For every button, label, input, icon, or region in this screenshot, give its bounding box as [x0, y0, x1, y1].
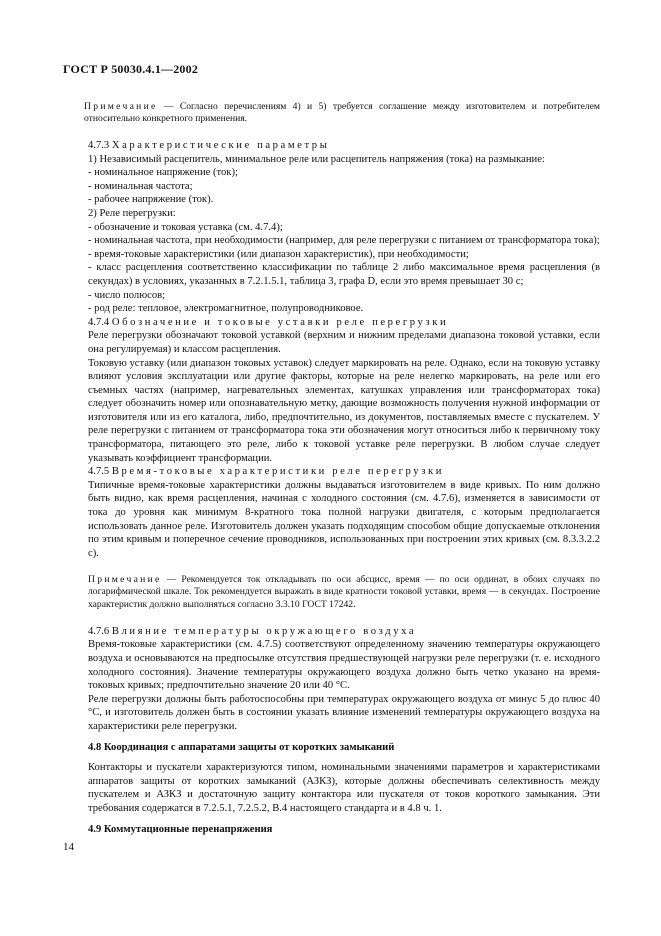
section-title: Время-токовые характеристики реле перегрузки	[111, 466, 445, 478]
paragraph: Реле перегрузки должны быть работоспособны при температурах окружающего воздуха от минус 5 до плюс 40 °С, и изготовитель должен быть в состоянии указать влияние изменений температуры окружающего воздуха на характеристики реле перегрузки.	[88, 693, 600, 732]
note-label: Примечание	[88, 574, 162, 585]
section-4-9-heading: 4.9 Коммутационные перенапряжения	[88, 823, 273, 835]
note-text: — Рекомендуется ток откладывать по оси абсцисс, время — по оси ординат, в обоих случаях по логарифмической шкале. Ток рекомендуется выражать в виде кратности токовой уставки, время — в секундах. Построение характеристик должно выполняться согласно 3.3.10 ГОСТ 17242.	[88, 574, 600, 610]
section-number: 4.7.4	[88, 316, 110, 328]
list-line: - номинальное напряжение (ток);	[88, 167, 238, 179]
paragraph: Контакторы и пускатели характеризуются типом, номинальными значениями параметров и характеристиками аппаратов защиты от коротких замыканий (АЗКЗ), которые должны обеспечивать селективность между пускателем и АЗКЗ и достаточную защиту контактора или пускателя от токов короткого замыкания. Эти требования содержатся в 7.2.5.1, 7.2.5.2, В.4 настоящего стандарта и в 4.8 ч. 1.	[88, 762, 600, 814]
note-1	[84, 101, 600, 126]
list-line: - рабочее напряжение (ток).	[88, 194, 214, 206]
page-content	[84, 91, 600, 836]
paragraph: Реле перегрузки обозначают токовой уставкой (верхним и нижним пределами диапазона токовой уставки, если она регулируемая) и классом расцепления.	[88, 330, 600, 355]
section-4-7-4-heading	[88, 316, 600, 330]
document-header: ГОСТ Р 50030.4.1—2002	[63, 62, 199, 76]
list-line: - обозначение и токовая уставка (см. 4.7.4);	[88, 221, 283, 233]
note-text: — Согласно перечислениям 4) и 5) требуется соглашение между изготовителем и потребителем относительно конкретного применения.	[84, 100, 600, 124]
note-label: Примечание	[84, 100, 158, 112]
section-number: 4.7.3	[88, 140, 110, 151]
section-4-7-6-heading	[88, 625, 600, 639]
list-line: - время-токовые характеристики (или диапазон характеристик), при необходимости;	[88, 248, 469, 260]
list-line: - класс расцепления соответственно классификации по таблице 2 либо максимальное время расцепления (в секундах) в условиях, указанных в 7.2.1.5.1, таблица 3, графа D, если это время превышает 30 с;	[88, 262, 600, 287]
section-4-7-3-heading	[88, 139, 600, 153]
list-line: - номинальная частота;	[88, 180, 193, 192]
paragraph: Типичные время-токовые характеристики должны выдаваться изготовителем в виде кривых. По ним должно быть видно, как время расцепления, начиная с холодного состояния (см. 4.7.6), изменяется в зависимости от тока до уровня как минимум 8-кратного тока полной нагрузки двигателя, с которым предполагается использовать данное реле. Изготовитель должен указать подходящим способом общие допускаемые отклонения по этим кривым и поперечное сечение проводников, использованных при построении этих кривых (см. 8.3.3.2.2 с).	[88, 479, 600, 559]
section-4-8-heading: 4.8 Координация с аппаратами защиты от коротких замыканий	[88, 741, 395, 753]
section-number: 4.7.6	[88, 625, 110, 637]
paragraph: Токовую уставку (или диапазон токовых уставок) следует маркировать на реле. Однако, если на токовую уставку влияют условия эксплуатации или другие факторы, которые на реле нелегко маркировать, на реле или его съемных частях (например, нагревательных элементах, катушках управления или трансформаторах тока) следует обозначить номер или опознавательную метку, дающие возможность получения нужной информации от изготовителя или из его каталога, либо, предпочтительно, из документов, поставляемых вместе с пускателем. У реле перегрузки с питанием от трансформатора тока эти обозначения могут относиться либо к первичному току трансформатора, питающего это реле, либо к токовой уставке реле перегрузки. В любом случае следует указывать коэффициент трансформации.	[88, 357, 600, 464]
page-number: 14	[63, 841, 74, 853]
paragraph: Время-токовые характеристики (см. 4.7.5) соответствуют определенному значению температуры окружающего воздуха и основываются на предпосылке отсутствия предшествующей нагрузки реле перегрузки (т. е. исходного холодного состояния). Значение температуры окружающего воздуха должно быть четко указано на время-токовых кривых; предпочтительно значение 20 или 40 °С.	[88, 639, 600, 692]
section-title: Влияние температуры окружающего воздуха	[111, 625, 417, 637]
section-4-7-5-heading	[88, 465, 600, 479]
section-title: Обозначение и токовые уставки реле перегрузки	[111, 316, 449, 328]
note-2	[88, 574, 600, 611]
list-line: - число полюсов;	[88, 289, 166, 301]
section-title: Характеристические параметры	[111, 140, 330, 151]
list-line: - род реле: тепловое, электромагнитное, полупроводниковое.	[88, 303, 364, 315]
list-line: 2) Реле перегрузки:	[88, 207, 176, 219]
section-number: 4.7.5	[88, 466, 110, 478]
list-line: 1) Независимый расцепитель, минимальное реле или расцепитель напряжения (тока) на размыкание:	[88, 153, 545, 165]
list-line: - номинальная частота, при необходимости (например, для реле перегрузки с питанием от трансформатора тока);	[88, 235, 600, 247]
